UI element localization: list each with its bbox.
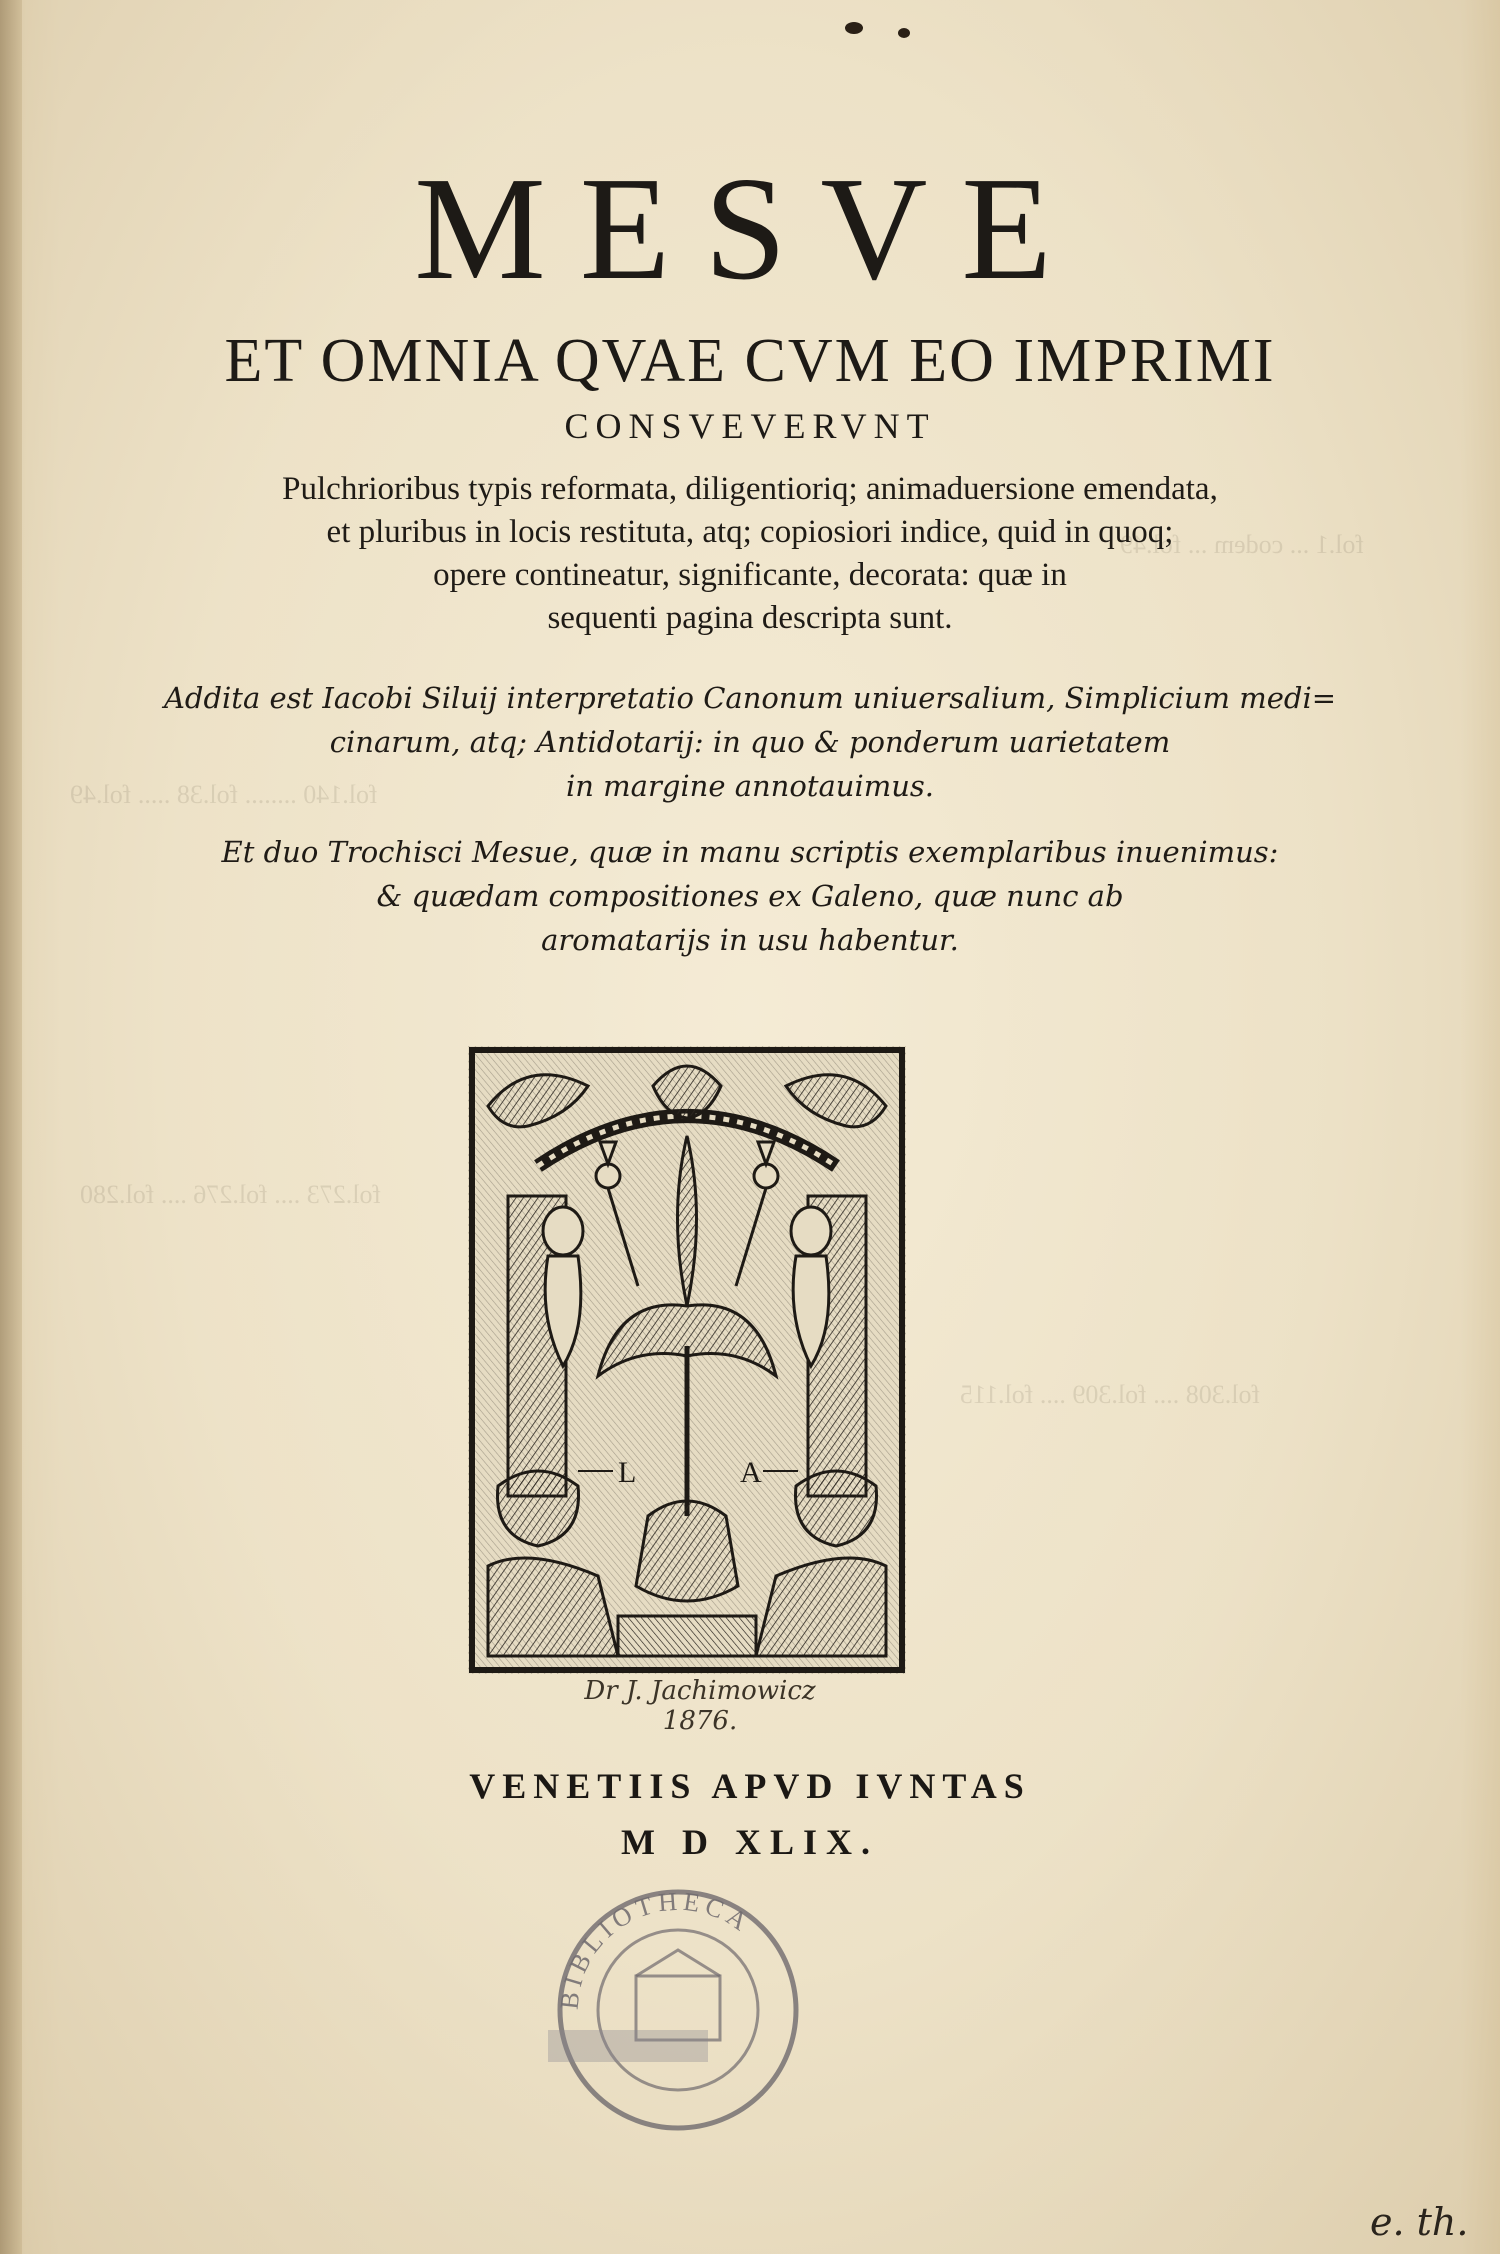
subtitle-line-2: CONSVEVERVNT: [564, 406, 936, 446]
addita-line: in margine annotauimus.: [566, 769, 934, 803]
trochisci-line: aromatarijs in usu habentur.: [541, 923, 959, 957]
monogram-right: A: [740, 1456, 762, 1489]
trochisci-note: [150, 830, 1350, 962]
description-line: et pluribus in locis restituta, atq; copiosiori indice, quid in quoq;: [326, 514, 1174, 550]
stamp-text: BIBLIOTHECA: [554, 1886, 758, 2011]
description-line: Pulchrioribus typis reformata, diligentioriq; animaduersione emendata,: [282, 471, 1218, 507]
inscription-name: Dr J. Jachimowicz: [584, 1676, 816, 1706]
worm-hole: [898, 28, 910, 38]
page-title: MESVE: [414, 147, 1086, 311]
show-through-text: fol.1 ... codem ... fol.49: [1120, 530, 1365, 559]
addita-line: Addita est Iacobi Siluij interpretatio Canonum uniuersalium, Simplicium medi=: [163, 681, 1337, 715]
worm-hole: [845, 22, 863, 34]
handwritten-inscription: [520, 1676, 880, 1736]
addita-line: cinarum, atq; Antidotarij: in quo & ponderum uarietatem: [329, 725, 1171, 759]
imprint-place: VENETIIS APVD IVNTAS: [469, 1766, 1031, 1806]
show-through-text: fol.273 .... fol.276 .... fol.280: [80, 1180, 382, 1209]
inscription-year: 1876.: [662, 1706, 738, 1736]
trochisci-line: Et duo Trochisci Mesue, quæ in manu scriptis exemplaribus inuenimus:: [221, 835, 1279, 869]
show-through-text: fol.308 .... fol.309 .... fol.115: [960, 1380, 1261, 1409]
library-stamp: [548, 1880, 808, 2140]
description-line: sequenti pagina descripta sunt.: [547, 600, 953, 636]
trochisci-line: & quædam compositiones ex Galeno, quæ nunc ab: [376, 879, 1124, 913]
shelf-mark: e. th.: [1370, 2200, 1469, 2244]
monogram-left: L: [618, 1456, 637, 1489]
imprint-year: M D XLIX.: [621, 1822, 879, 1862]
show-through-text: fol.140 ........ fol.38 ..... fol.49: [70, 780, 378, 809]
printers-device-woodcut: [468, 1046, 906, 1674]
svg-text:BIBLIOTHECA: [555, 1886, 758, 2010]
addita-note: [150, 676, 1350, 808]
subtitle-line-1: ET OMNIA QVAE CVM EO IMPRIMI: [224, 327, 1276, 395]
description: [120, 468, 1380, 640]
description-line: opere contineatur, significante, decorata: quæ in: [433, 557, 1067, 593]
